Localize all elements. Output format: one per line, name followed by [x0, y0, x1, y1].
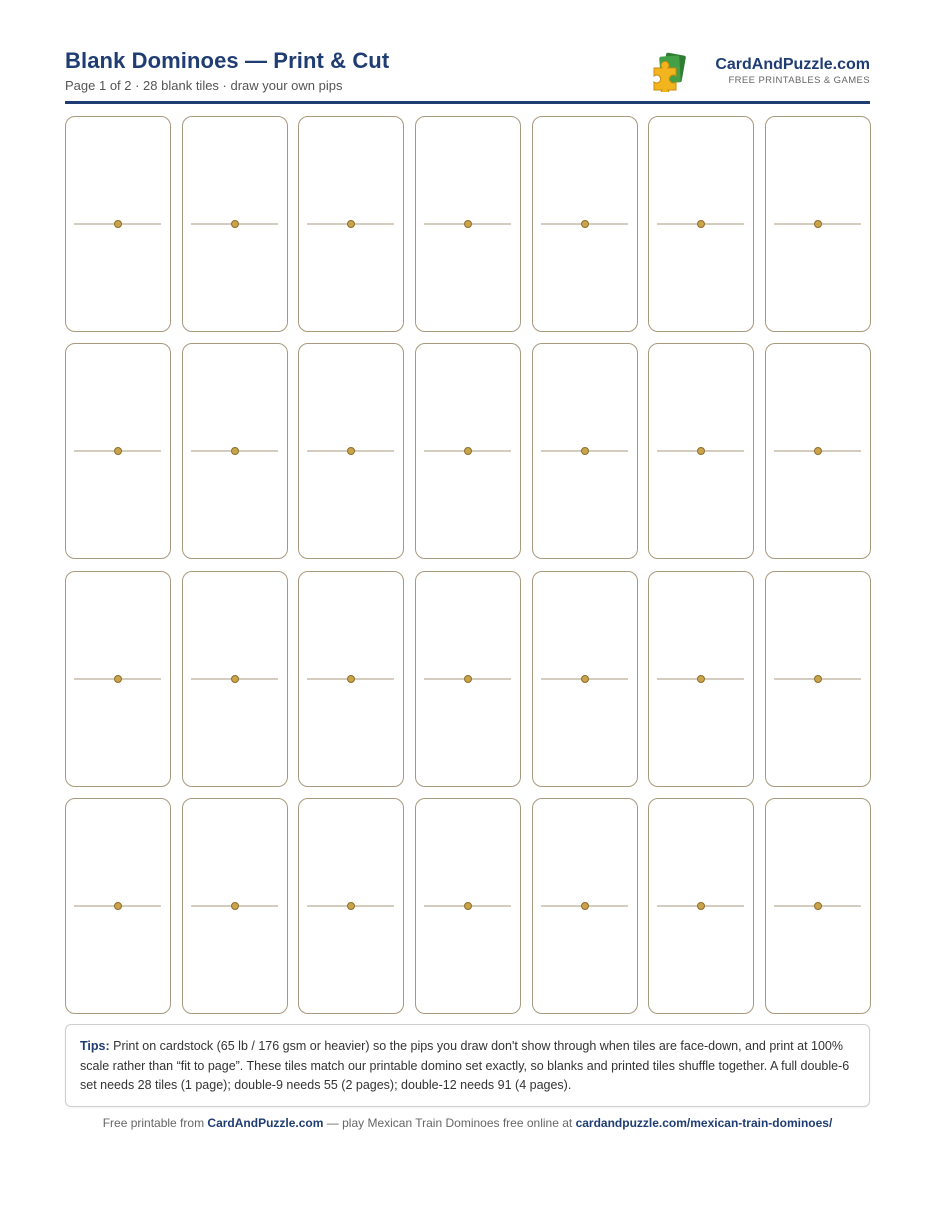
domino-tile	[415, 798, 521, 1014]
center-pin-icon	[814, 902, 822, 910]
center-pin-icon	[464, 447, 472, 455]
center-pin-icon	[114, 447, 122, 455]
domino-tile	[182, 571, 288, 787]
domino-tile	[765, 343, 871, 559]
domino-tile	[648, 571, 754, 787]
footer-prefix: Free printable from	[102, 1116, 205, 1130]
center-pin-icon	[581, 447, 589, 455]
center-pin-icon	[347, 447, 355, 455]
domino-tile	[65, 798, 171, 1014]
center-pin-icon	[231, 447, 239, 455]
domino-tile	[415, 116, 521, 332]
center-pin-icon	[347, 902, 355, 910]
tips-text: Print on cardstock (65 lb / 176 gsm or heavier) so the pips you draw don't show through when tiles are face-down, and print at 100% scale rather than “fit to page”. These tiles match our printable domino set exactly, so blanks and printed tiles shuffle together. A full double-6 set needs 28 tiles (1 page); double-9 needs 55 (2 pages); double-12 needs 91 (4 pages).	[80, 1039, 850, 1092]
brand-block[interactable]	[650, 52, 870, 92]
center-pin-icon	[114, 675, 122, 683]
domino-tile	[765, 798, 871, 1014]
footer-site-link[interactable]: CardAndPuzzle.com	[207, 1116, 324, 1130]
domino-tile	[532, 571, 638, 787]
brand-name[interactable]: CardAndPuzzle.com	[715, 56, 870, 73]
domino-tile	[65, 343, 171, 559]
center-pin-icon	[114, 220, 122, 228]
domino-tile	[765, 571, 871, 787]
center-pin-icon	[231, 902, 239, 910]
domino-tile	[415, 571, 521, 787]
page-footer	[0, 1116, 935, 1130]
center-pin-icon	[347, 675, 355, 683]
center-pin-icon	[231, 675, 239, 683]
page-title: Blank Dominoes — Print & Cut	[65, 48, 390, 73]
center-pin-icon	[114, 902, 122, 910]
center-pin-icon	[814, 220, 822, 228]
center-pin-icon	[581, 220, 589, 228]
page-header	[65, 46, 870, 104]
domino-tile-grid	[65, 116, 871, 1014]
domino-tile	[532, 343, 638, 559]
center-pin-icon	[814, 675, 822, 683]
domino-tile	[298, 798, 404, 1014]
center-pin-icon	[697, 220, 705, 228]
center-pin-icon	[464, 902, 472, 910]
footer-game-link[interactable]: cardandpuzzle.com/mexican-train-dominoes/	[575, 1116, 833, 1130]
domino-tile	[532, 798, 638, 1014]
domino-tile	[182, 798, 288, 1014]
domino-tile	[298, 116, 404, 332]
center-pin-icon	[347, 220, 355, 228]
domino-tile	[648, 798, 754, 1014]
center-pin-icon	[231, 220, 239, 228]
center-pin-icon	[697, 902, 705, 910]
domino-tile	[65, 116, 171, 332]
page-subtitle: Page 1 of 2 · 28 blank tiles · draw your own pips	[65, 78, 343, 93]
domino-tile	[415, 343, 521, 559]
center-pin-icon	[464, 220, 472, 228]
center-pin-icon	[814, 447, 822, 455]
center-pin-icon	[464, 675, 472, 683]
domino-tile	[298, 571, 404, 787]
domino-tile	[298, 343, 404, 559]
tips-label: Tips:	[80, 1039, 110, 1053]
domino-tile	[648, 116, 754, 332]
center-pin-icon	[581, 902, 589, 910]
center-pin-icon	[581, 675, 589, 683]
center-pin-icon	[697, 675, 705, 683]
domino-tile	[765, 116, 871, 332]
domino-tile	[532, 116, 638, 332]
domino-tile	[648, 343, 754, 559]
tips-box	[65, 1024, 870, 1107]
cards-and-puzzle-piece-logo-icon	[650, 52, 692, 92]
center-pin-icon	[697, 447, 705, 455]
domino-tile	[182, 343, 288, 559]
domino-tile	[182, 116, 288, 332]
domino-tile	[65, 571, 171, 787]
footer-middle: — play Mexican Train Dominoes free online at	[326, 1116, 573, 1130]
brand-tagline: FREE PRINTABLES & GAMES	[728, 75, 870, 86]
